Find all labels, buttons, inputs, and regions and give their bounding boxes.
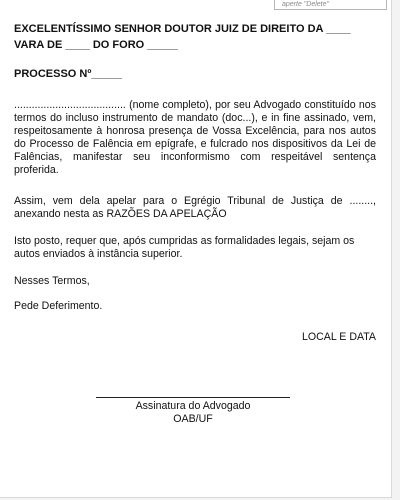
signature-line	[96, 397, 290, 398]
closing-request: Pede Deferimento.	[14, 300, 103, 312]
paragraph-identification: ...................................... (nome completo), por seu Advogado constituído nos termos do incluso instrumento de mandato (doc...), e in fine assinado, vem, respeitosamente à honrosa presença de Vossa Excelência, para nos autos do Processo de Falência em epígrafe, e fulcrado nos dispositivos da Lei de Falências, manifestar seu inconformismo com respeitável sentença proferida.	[14, 99, 376, 176]
delete-hint-note: aperte "Delete"	[274, 0, 387, 10]
local-date: LOCAL E DATA	[302, 331, 376, 343]
process-number: PROCESSO Nº_____	[14, 68, 122, 80]
paragraph-request: Isto posto, requer que, após cumpridas as formalidades legais, sejam os autos enviados à instância superior.	[14, 235, 355, 260]
closing-terms: Nesses Termos,	[14, 275, 90, 287]
document-body	[14, 21, 376, 344]
signature-block	[96, 397, 290, 426]
signature-label: Assinatura do Advogado	[135, 400, 251, 412]
document-heading: EXCELENTÍSSIMO SENHOR DOUTOR JUIZ DE DIREITO DA ____ VARA DE ____ DO FORO _____	[14, 23, 351, 51]
oab-label: OAB/UF	[173, 413, 213, 425]
paragraph-appeal: Assim, vem dela apelar para o Egrégio Tribunal de Justiça de ........, anexando nesta as RAZÕES DA APELAÇÃO	[14, 195, 376, 220]
